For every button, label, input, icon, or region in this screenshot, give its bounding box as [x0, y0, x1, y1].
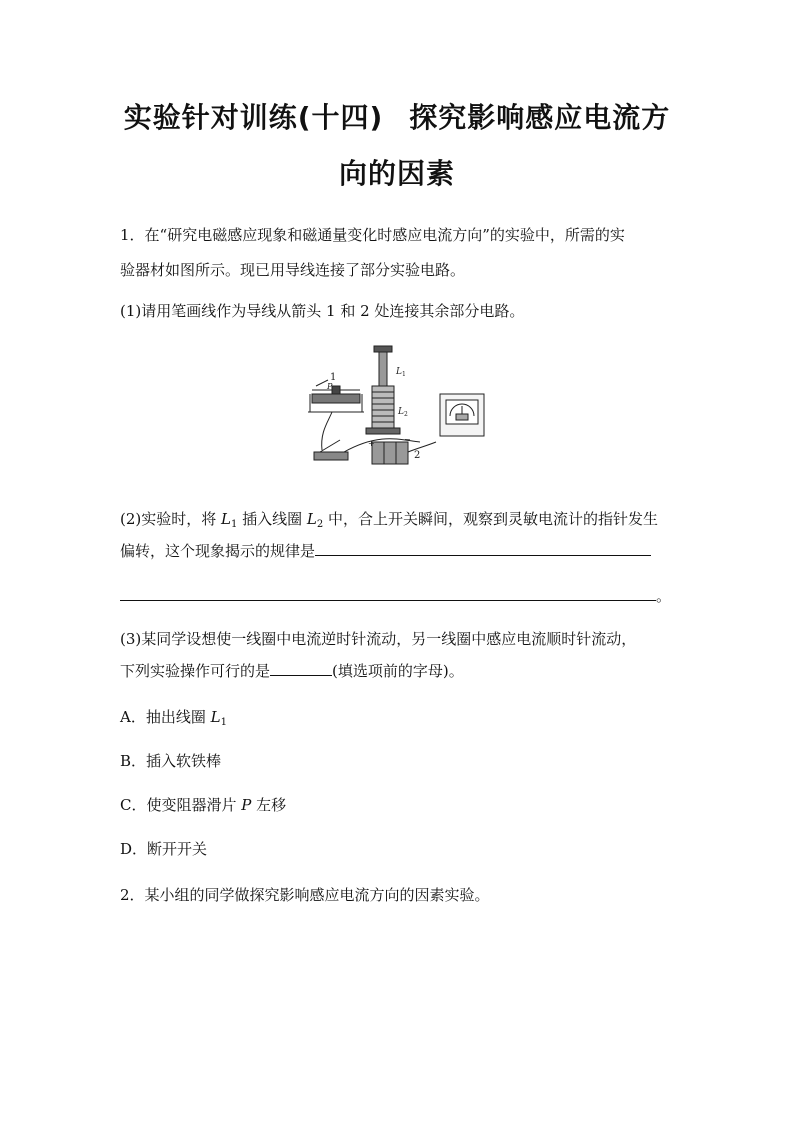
question-2-intro: 2．某小组的同学做探究影响感应电流方向的因素实验。 — [120, 886, 490, 904]
switch — [314, 440, 348, 460]
arrow-2 — [408, 442, 436, 452]
question-1-intro-line-1: 1．在“研究电磁感应现象和磁通量变化时感应电流方向”的实验中，所需的实 — [120, 226, 625, 244]
battery-minus-label: − — [404, 435, 411, 444]
answer-blank-2[interactable] — [120, 586, 656, 601]
symbol-L1: $L_1$ — [210, 708, 227, 728]
question-1-part-2-line-2: 偏转，这个现象揭示的规律是 — [120, 540, 651, 561]
coil-L1-label: $L_1$ — [396, 367, 406, 378]
symbol-L2: $L_2$ — [306, 510, 324, 530]
option-d: D．断开开关 — [120, 840, 208, 858]
question-1-part-3-line-1: (3)某同学设想使一线圈中电流逆时针流动，另一线圈中感应电流顺时针流动， — [120, 630, 637, 648]
question-1-part-3-line-2: 下列实验操作可行的是 (填选项前的字母)。 — [120, 662, 464, 680]
option-b: B．插入软铁棒 — [120, 752, 222, 770]
galvanometer — [440, 394, 484, 436]
option-c: C．使变阻器滑片 P 左移 — [120, 796, 287, 814]
question-1-part-2-line-1: (2)实验时，将 $L_1$ 插入线圈 $L_2$ 中，合上开关瞬间，观察到灵敏电流计的指针发生 — [120, 510, 659, 530]
answer-blank-1[interactable] — [315, 541, 651, 556]
title-part-2: 探究影响感应电流方 — [409, 101, 671, 134]
symbol-P: P — [241, 796, 252, 814]
question-1-part-2-line-3: 。 — [120, 585, 671, 606]
coil-L2-label: $L_2$ — [398, 407, 408, 418]
coil-assembly — [366, 346, 400, 434]
battery — [372, 442, 408, 464]
symbol-L1: $L_1$ — [221, 510, 238, 530]
wire-switch-rheostat — [322, 412, 332, 450]
page-title-line-1 — [0, 96, 794, 136]
apparatus-figure — [300, 342, 500, 466]
arrow-2-label: 2 — [414, 450, 421, 461]
arrow-1-label: 1 — [330, 372, 337, 383]
answer-blank-3[interactable] — [270, 661, 332, 676]
question-1-part-1: (1)请用笔画线作为导线从箭头 1 和 2 处连接其余部分电路。 — [120, 302, 525, 320]
battery-plus-label: + — [368, 439, 375, 448]
rheostat — [308, 386, 364, 412]
question-1-intro-line-2: 验器材如图所示。现已用导线连接了部分实验电路。 — [120, 261, 466, 279]
title-part-1: 实验针对训练(十四) — [123, 101, 384, 134]
slider-label: P — [327, 382, 333, 391]
option-a: A．抽出线圈 $L_1$ — [120, 708, 227, 728]
page-title-line-2: 向的因素 — [338, 157, 455, 190]
